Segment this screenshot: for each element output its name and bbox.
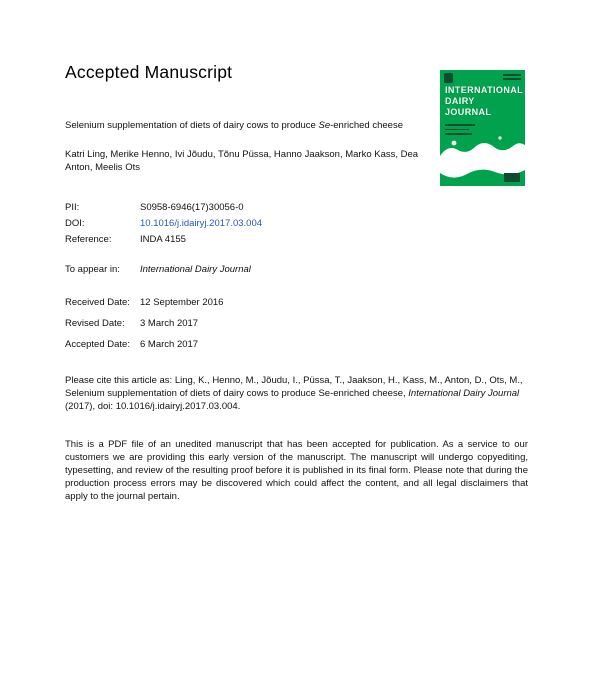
- doi-row: [65, 217, 535, 230]
- citation-paragraph: [65, 374, 527, 413]
- author-list: Katri Ling, Merike Henno, Ivi Jõudu, Tõnu Püssa, Hanno Jaakson, Marko Kass, Dea Anton, Meelis Ots: [65, 149, 419, 173]
- issn-text-block: [503, 74, 521, 82]
- journal-cover-title: [445, 85, 523, 118]
- pii-value: S0958-6946(17)30056-0: [140, 202, 244, 213]
- received-date-value: 12 September 2016: [140, 297, 224, 308]
- issn-line: [503, 78, 521, 80]
- article-title-suffix: -enriched cheese: [330, 120, 403, 131]
- journal-cover-title-line3: JOURNAL: [445, 107, 492, 117]
- editor-line: [445, 133, 472, 135]
- doi-link[interactable]: 10.1016/j.idairyj.2017.03.004: [140, 218, 263, 229]
- disclaimer-paragraph: This is a PDF file of an unedited manuscript that has been accepted for publication. As a service to our customers we are providing this early version of the manuscript. The manuscript will undergo copyediting, typesetting, and review of the resulting proof before it is published in its final form. Please note that during the production process errors may be discovered which could affect the content, and all legal disclaimers that apply to the journal pertain.: [65, 439, 528, 502]
- to-appear-journal: International Dairy Journal: [140, 264, 251, 275]
- journal-cover-title-line1: INTERNATIONAL: [445, 85, 524, 95]
- citation-text-before: Please cite this article as: Ling, K., Henno, M., Jõudu, I., Püssa, T., Jaakson, H., Kass, M., Anton, D., Ots, M., Selenium supplementation of diets of dairy cows to produce Se-enriched cheese,: [65, 375, 523, 399]
- journal-cover-thumbnail: [440, 70, 525, 186]
- reference-row: [65, 233, 535, 246]
- reference-value: INDA 4155: [140, 234, 186, 245]
- revised-date-value: 3 March 2017: [140, 318, 199, 329]
- editor-line: [445, 124, 475, 126]
- accepted-date-row: [65, 338, 535, 351]
- revised-date-label: Revised Date:: [65, 318, 125, 329]
- journal-cover-title-line2: DAIRY: [445, 96, 475, 106]
- pii-label: PII:: [65, 202, 80, 213]
- received-date-row: [65, 296, 535, 309]
- accepted-date-value: 6 March 2017: [140, 339, 199, 350]
- revised-date-row: [65, 317, 535, 330]
- elsevier-tree-logo: [444, 73, 453, 83]
- article-title-text: Selenium supplementation of diets of dairy cows to produce: [65, 120, 319, 131]
- page-title: Accepted Manuscript: [65, 62, 233, 82]
- doi-label: DOI:: [65, 218, 85, 229]
- cover-publisher-mark: [504, 173, 520, 182]
- to-appear-row: [65, 263, 535, 276]
- received-date-label: Received Date:: [65, 297, 130, 308]
- reference-label: Reference:: [65, 234, 112, 245]
- article-title: [65, 119, 440, 132]
- citation-text-after: (2017), doi: 10.1016/j.idairyj.2017.03.004.: [65, 401, 241, 412]
- citation-journal-name: International Dairy Journal: [408, 388, 520, 399]
- accepted-date-label: Accepted Date:: [65, 339, 130, 350]
- pii-row: [65, 201, 535, 214]
- editor-line: [445, 129, 469, 131]
- to-appear-label: To appear in:: [65, 264, 120, 275]
- issn-line: [503, 74, 521, 76]
- article-title-emphasis: Se: [318, 120, 331, 131]
